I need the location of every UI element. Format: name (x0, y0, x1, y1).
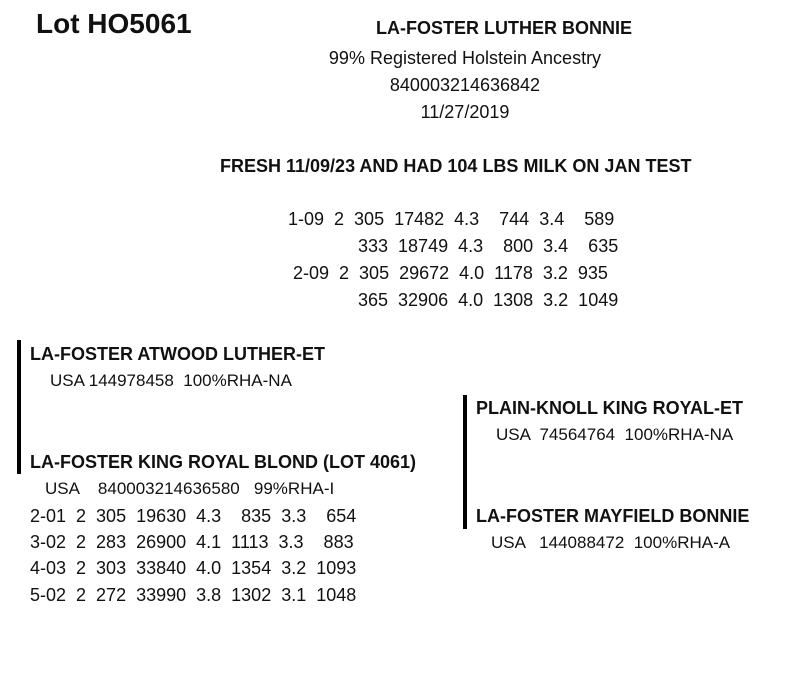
record-row: 2-09 2 305 29672 4.0 1178 3.2 935 (293, 263, 608, 283)
dam-name: LA-FOSTER KING ROYAL BLOND (LOT 4061) (30, 452, 417, 472)
animal-id: 840003214636842 (389, 75, 541, 95)
maternal-grandsire-registration: USA 74564764 100%RHA-NA (496, 425, 734, 444)
record-row: 365 32906 4.0 1308 3.2 1049 (358, 290, 619, 310)
dam-record-row: 3-02 2 283 26900 4.1 1113 3.3 883 (30, 532, 354, 552)
pedigree-bracket-left (17, 340, 21, 474)
dam-record-row: 5-02 2 272 33990 3.8 1302 3.1 1048 (30, 585, 357, 605)
fresh-note: FRESH 11/09/23 AND HAD 104 LBS MILK ON JAN TEST (220, 156, 692, 176)
maternal-granddam-name: LA-FOSTER MAYFIELD BONNIE (476, 506, 750, 526)
birth-date: 11/27/2019 (420, 102, 510, 122)
record-row: 1-09 2 305 17482 4.3 744 3.4 589 (288, 209, 615, 229)
maternal-granddam-registration: USA 144088472 100%RHA-A (491, 533, 731, 552)
dam-record-row: 2-01 2 305 19630 4.3 835 3.3 654 (30, 506, 357, 526)
record-row: 333 18749 4.3 800 3.4 635 (358, 236, 619, 256)
ancestry: 99% Registered Holstein Ancestry (328, 48, 602, 68)
dam-registration: USA 840003214636580 99%RHA-I (45, 479, 335, 498)
lot-number: Lot HO5061 (36, 8, 192, 39)
pedigree-bracket-right (463, 395, 467, 529)
maternal-grandsire-name: PLAIN-KNOLL KING ROYAL-ET (476, 398, 744, 418)
sire-name: LA-FOSTER ATWOOD LUTHER-ET (30, 344, 325, 364)
animal-name: LA-FOSTER LUTHER BONNIE (376, 18, 632, 38)
dam-record-row: 4-03 2 303 33840 4.0 1354 3.2 1093 (30, 558, 357, 578)
sire-registration: USA 144978458 100%RHA-NA (50, 371, 292, 390)
